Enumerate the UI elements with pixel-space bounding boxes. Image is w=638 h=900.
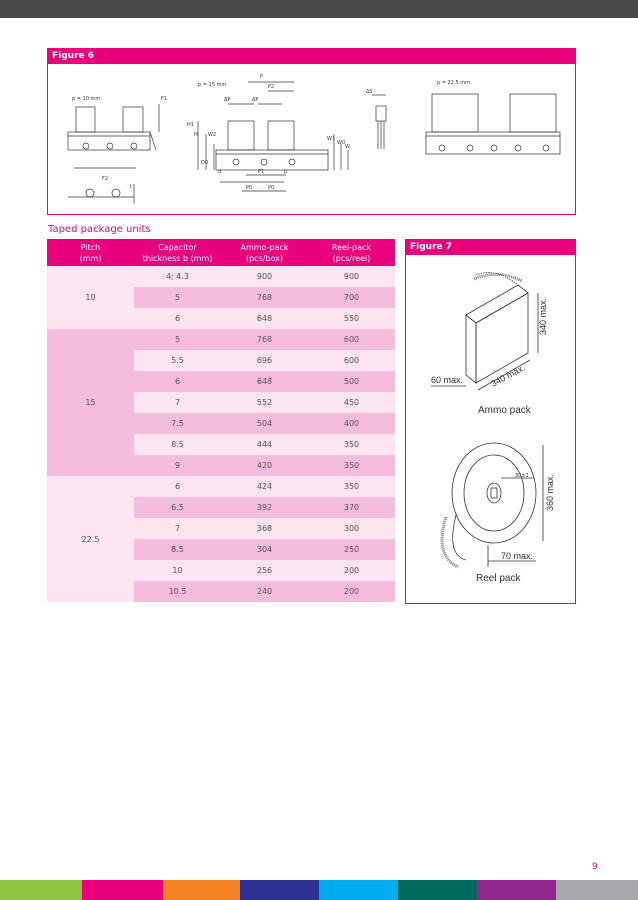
reel-cell: 370 bbox=[343, 503, 360, 512]
reel-cell: 900 bbox=[343, 272, 360, 281]
taped-package-table bbox=[47, 239, 395, 602]
reel-cell: 200 bbox=[343, 566, 360, 575]
ammo-cell: 420 bbox=[256, 461, 273, 470]
reel-cell: 700 bbox=[343, 293, 360, 302]
reel-caption: Reel pack bbox=[476, 573, 521, 584]
packaging-drawing bbox=[406, 255, 575, 603]
footer-segment-cyan bbox=[319, 880, 398, 900]
label-P0b: P0 bbox=[268, 185, 275, 191]
label-W0: W0 bbox=[337, 140, 346, 146]
thickness-cell: 7.5 bbox=[171, 419, 184, 428]
header-pitch: Pitch (mm) bbox=[47, 239, 134, 266]
footer-segment-green bbox=[0, 880, 82, 900]
pitch-cell: 22.5 bbox=[47, 476, 134, 602]
label-p: p bbox=[284, 169, 288, 175]
ammo-cell: 768 bbox=[256, 293, 273, 302]
reel-cell: 350 bbox=[343, 461, 360, 470]
reel-cell: 600 bbox=[343, 356, 360, 365]
pitch-cell: 10 bbox=[47, 266, 134, 329]
figure-6-title: Figure 6 bbox=[48, 49, 575, 64]
label-H: H bbox=[194, 132, 198, 138]
ammo-cell: 648 bbox=[256, 314, 273, 323]
thickness-cell: 6 bbox=[174, 314, 181, 323]
thickness-cell: 7 bbox=[174, 398, 181, 407]
ammo-cell: 552 bbox=[256, 398, 273, 407]
header-reel: Reel-pack (pcs/reel) bbox=[308, 239, 395, 266]
table-row bbox=[47, 329, 395, 350]
label-P: P bbox=[260, 74, 264, 80]
table-row bbox=[47, 266, 395, 287]
page-number: 9 bbox=[592, 862, 598, 872]
figure-7 bbox=[405, 239, 576, 604]
reel-cell: 600 bbox=[343, 335, 360, 344]
label-t: t bbox=[130, 184, 132, 190]
thickness-cell: 6 bbox=[174, 482, 181, 491]
thickness-cell: 10 bbox=[172, 566, 183, 575]
label-W1: W1 bbox=[327, 136, 336, 142]
ammo-width-label: 60 max. bbox=[431, 375, 464, 385]
footer-segment-navy bbox=[240, 880, 319, 900]
reel-cell: 300 bbox=[343, 524, 360, 533]
reel-cell: 200 bbox=[343, 587, 360, 596]
thickness-cell: 5 bbox=[174, 293, 181, 302]
label-d: d bbox=[218, 169, 222, 175]
ammo-cell: 240 bbox=[256, 587, 273, 596]
reel-cell: 350 bbox=[343, 482, 360, 491]
ammo-caption: Ammo pack bbox=[478, 405, 531, 416]
reel-cell: 350 bbox=[343, 440, 360, 449]
ammo-cell: 392 bbox=[256, 503, 273, 512]
ammo-length-label: 340 max. bbox=[489, 362, 527, 389]
figure-6 bbox=[47, 48, 576, 215]
footer-segment-purple bbox=[477, 880, 556, 900]
label-D0: D0 bbox=[201, 160, 209, 166]
ammo-cell: 304 bbox=[256, 545, 273, 554]
pitch-cell: 15 bbox=[47, 329, 134, 476]
reel-cell: 550 bbox=[343, 314, 360, 323]
thickness-cell: 6.5 bbox=[171, 503, 184, 512]
footer-segment-grey bbox=[556, 880, 638, 900]
tape-dimension-drawing bbox=[48, 64, 575, 214]
reel-width-label: 70 max. bbox=[501, 551, 534, 561]
thickness-cell: 8.5 bbox=[171, 545, 184, 554]
reel-hole-label: 30±1 bbox=[515, 473, 529, 479]
footer-segment-teal bbox=[398, 880, 477, 900]
thickness-cell: 4; 4.3 bbox=[165, 272, 190, 281]
label-P2: P2 bbox=[268, 84, 275, 90]
label-dS: ΔS bbox=[366, 89, 373, 95]
ammo-cell: 648 bbox=[256, 377, 273, 386]
reel-cell: 450 bbox=[343, 398, 360, 407]
label-W: W bbox=[345, 144, 350, 150]
header-thickness: Capacitor thickness b (mm) bbox=[134, 239, 221, 266]
ammo-cell: 444 bbox=[256, 440, 273, 449]
label-p225: p = 22.5 mm bbox=[437, 80, 471, 86]
label-P0a: P0 bbox=[246, 185, 253, 191]
top-bar bbox=[0, 0, 638, 18]
section-title: Taped package units bbox=[48, 224, 151, 235]
label-dP2: ΔP bbox=[252, 97, 259, 103]
ammo-cell: 900 bbox=[256, 272, 273, 281]
table-header-row bbox=[47, 239, 395, 266]
reel-height-label: 360 max. bbox=[545, 473, 555, 511]
reel-cell: 400 bbox=[343, 419, 360, 428]
reel-cell: 250 bbox=[343, 545, 360, 554]
label-p10: p = 10 mm bbox=[72, 96, 101, 102]
thickness-cell: 6 bbox=[174, 377, 181, 386]
ammo-cell: 424 bbox=[256, 482, 273, 491]
thickness-cell: 8.5 bbox=[171, 440, 184, 449]
thickness-cell: 7 bbox=[174, 524, 181, 533]
ammo-cell: 504 bbox=[256, 419, 273, 428]
label-P1: P1 bbox=[258, 169, 265, 175]
thickness-cell: 5 bbox=[174, 335, 181, 344]
ammo-cell: 696 bbox=[256, 356, 273, 365]
label-dP1: ΔP bbox=[224, 97, 231, 103]
thickness-cell: 10.5 bbox=[168, 587, 187, 596]
footer-color-bar bbox=[0, 880, 638, 900]
figure-7-title: Figure 7 bbox=[406, 240, 575, 255]
label-F1: F1 bbox=[161, 96, 168, 102]
ammo-cell: 368 bbox=[256, 524, 273, 533]
thickness-cell: 5.5 bbox=[171, 356, 184, 365]
ammo-cell: 256 bbox=[256, 566, 273, 575]
reel-cell: 500 bbox=[343, 377, 360, 386]
label-p15: p = 15 mm bbox=[198, 82, 227, 88]
label-F2: F2 bbox=[102, 176, 109, 182]
footer-segment-magenta bbox=[82, 880, 163, 900]
label-H1: H1 bbox=[187, 122, 194, 128]
ammo-height-label: 340 max. bbox=[538, 297, 548, 335]
thickness-cell: 9 bbox=[174, 461, 181, 470]
label-W2: W2 bbox=[208, 132, 217, 138]
ammo-cell: 768 bbox=[256, 335, 273, 344]
header-ammo: Ammo-pack (pcs/box) bbox=[221, 239, 308, 266]
footer-segment-orange bbox=[163, 880, 240, 900]
table-row bbox=[47, 476, 395, 497]
